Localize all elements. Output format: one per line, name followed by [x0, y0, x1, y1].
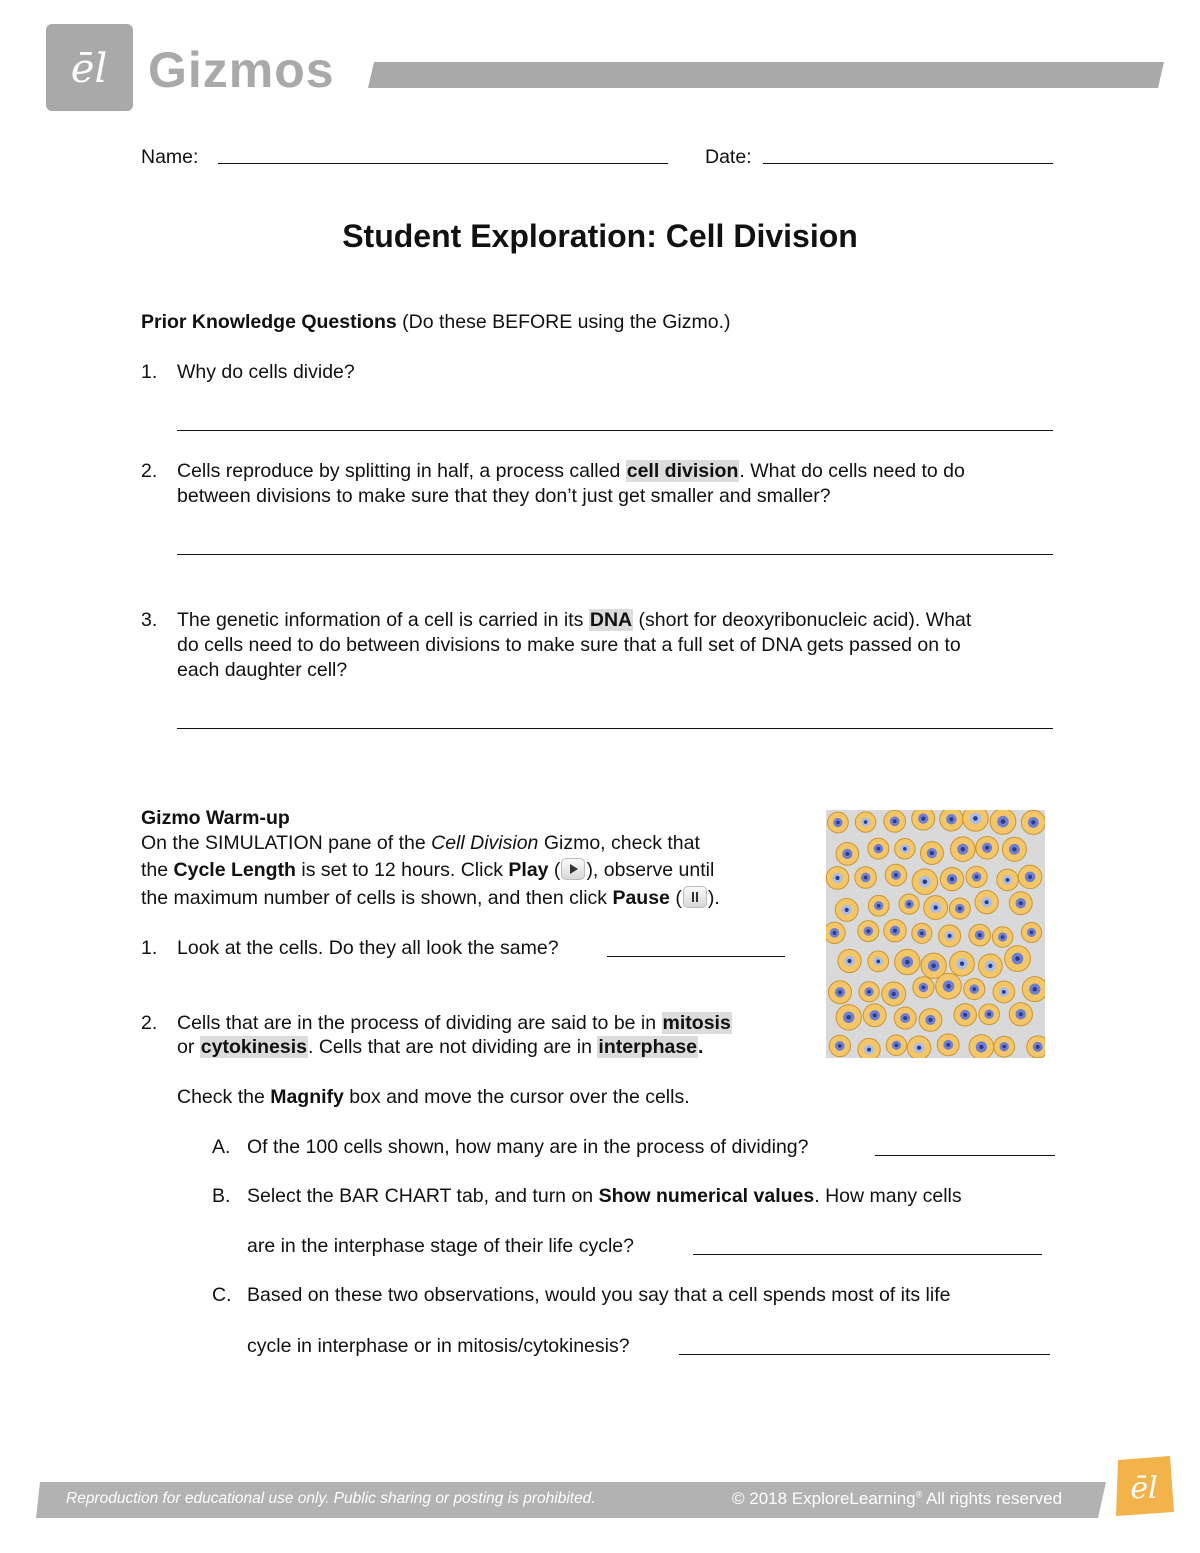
- cell: [886, 1035, 907, 1056]
- cell: [884, 810, 906, 832]
- cell: [895, 839, 915, 859]
- warmup-p3-post: ).: [707, 887, 720, 909]
- gizmos-logo: [46, 24, 133, 111]
- prior-q3-line3: each daughter cell?: [177, 659, 348, 681]
- warmup-p2-post: ), observe until: [586, 859, 715, 881]
- sub-b-line1: [247, 1184, 962, 1208]
- cell: [858, 921, 879, 942]
- sub-b-post: . How many cells: [814, 1185, 962, 1207]
- sub-c-line2: cycle in interphase or in mitosis/cytokinesis?: [247, 1335, 630, 1357]
- cell: [885, 864, 907, 886]
- warmup-p2-mid: is set to 12 hours. Click: [295, 859, 509, 881]
- warmup-q1-text: Look at the cells. Do they all look the same?: [177, 937, 559, 959]
- prior-q2-pre: Cells reproduce by splitting in half, a process called: [177, 460, 626, 482]
- cell: [924, 896, 948, 920]
- brand-name: Gizmos: [148, 42, 335, 98]
- cell: [937, 1034, 959, 1056]
- warmup-heading: Gizmo Warm-up: [141, 807, 290, 829]
- prior-q2-answer-line[interactable]: [177, 554, 1053, 555]
- warmup-q2-mid: . Cells that are not dividing are in: [308, 1036, 598, 1058]
- warmup-p2-pre: the: [141, 859, 174, 881]
- date-label: Date:: [705, 146, 752, 168]
- cell: [979, 1004, 1000, 1025]
- cell: [940, 867, 963, 890]
- warmup-line1: [141, 831, 700, 855]
- cell: [1005, 946, 1031, 972]
- cell: [913, 977, 934, 998]
- date-field[interactable]: [763, 163, 1053, 164]
- prior-heading-note: (Do these BEFORE using the Gizmo.): [396, 311, 731, 333]
- warmup-p3-pre: the maximum number of cells is shown, and then click: [141, 887, 613, 909]
- prior-q2-post: . What do cells need to do: [739, 460, 965, 482]
- cell: [993, 981, 1015, 1003]
- warmup-q2-line1: [177, 1011, 732, 1035]
- magnify-instruction: [177, 1085, 690, 1109]
- prior-q2-line2: between divisions to make sure that they don’t just get smaller and smaller?: [177, 485, 831, 507]
- cell: [1009, 1003, 1032, 1026]
- show-values-label: Show numerical values: [598, 1185, 815, 1207]
- term-dna: DNA: [589, 609, 633, 631]
- warmup-p1-pre: On the SIMULATION pane of the: [141, 832, 432, 854]
- cell: [1018, 865, 1042, 889]
- cell: [894, 1007, 916, 1029]
- prior-q1-answer-line[interactable]: [177, 430, 1053, 431]
- prior-q3-pre: The genetic information of a cell is carried in its: [177, 609, 589, 631]
- cell: [920, 842, 943, 865]
- prior-q1-number: 1.: [141, 361, 158, 383]
- cell: [884, 919, 906, 941]
- warmup-p2-open: (: [548, 859, 561, 881]
- cell: [826, 867, 849, 890]
- warmup-p3-open: (: [669, 887, 682, 909]
- prior-q3-answer-line[interactable]: [177, 728, 1053, 729]
- warmup-q1-answer-line[interactable]: [607, 956, 785, 957]
- cell: [882, 982, 906, 1006]
- sub-c-line1: Based on these two observations, would you say that a cell spends most of its life: [247, 1284, 951, 1306]
- prior-q1-text: Why do cells divide?: [177, 361, 355, 383]
- sub-a-text: Of the 100 cells shown, how many are in the process of dividing?: [247, 1136, 809, 1158]
- cell: [936, 973, 962, 999]
- warmup-q2-or: or: [177, 1036, 200, 1058]
- cell: [828, 981, 851, 1004]
- play-label: Play: [508, 859, 549, 881]
- warmup-q2-pre: Cells that are in the process of dividing are said to be in: [177, 1012, 662, 1034]
- prior-q3-line1: [177, 608, 971, 632]
- prior-q3-line2: do cells need to do between divisions to make sure that a full set of DNA gets passed on to: [177, 634, 961, 656]
- warmup-q2-end: .: [698, 1036, 704, 1058]
- warmup-q1-number: 1.: [141, 937, 158, 959]
- cell: [899, 894, 919, 914]
- cell: [969, 1035, 994, 1058]
- cell: [868, 895, 889, 916]
- prior-knowledge-heading: [141, 310, 731, 334]
- cell: [966, 866, 987, 887]
- cell: [975, 891, 998, 914]
- logo-mark-text: ēl: [70, 46, 108, 92]
- cell: [964, 979, 985, 1000]
- sub-a-answer-line[interactable]: [875, 1155, 1055, 1156]
- cell: [855, 867, 877, 889]
- term-interphase: interphase: [598, 1036, 698, 1058]
- warmup-line2: [141, 858, 714, 882]
- cell: [951, 837, 976, 862]
- page-title: Student Exploration: Cell Division: [342, 218, 858, 254]
- cell: [912, 869, 938, 895]
- magnify-post: box and move the cursor over the cells.: [343, 1086, 690, 1108]
- cell: [994, 1036, 1015, 1057]
- sub-c-answer-line[interactable]: [679, 1354, 1050, 1355]
- cell: [912, 923, 932, 943]
- cell: [1009, 892, 1032, 915]
- cell: [895, 949, 920, 974]
- cell: [976, 836, 999, 859]
- warmup-p1-post: Gizmo, check that: [538, 832, 700, 854]
- cell: [836, 1005, 861, 1030]
- cycle-length-label: Cycle Length: [173, 859, 296, 881]
- name-label: Name:: [141, 146, 199, 168]
- prior-heading-bold: Prior Knowledge Questions: [141, 311, 397, 333]
- prior-q3-number: 3.: [141, 609, 158, 631]
- cell: [1027, 1036, 1045, 1058]
- cell: [835, 899, 858, 922]
- term-mitosis: mitosis: [662, 1012, 731, 1034]
- cell: [859, 982, 879, 1002]
- sub-b-letter: B.: [212, 1185, 231, 1207]
- warmup-p1-italic: Cell Division: [431, 832, 539, 854]
- cell: [829, 1035, 850, 1056]
- cell: [826, 922, 845, 943]
- warmup-q2-line2: [177, 1035, 703, 1059]
- cell: [978, 954, 1002, 978]
- cell: [868, 951, 889, 972]
- cell: [868, 838, 889, 859]
- footer-notice: Reproduction for educational use only. Public sharing or posting is prohibited.: [66, 1490, 596, 1507]
- cell: [963, 810, 989, 831]
- cell: [863, 1004, 886, 1027]
- prior-q2-line1: [177, 459, 965, 483]
- cell: [828, 812, 849, 833]
- cell: [1021, 922, 1041, 942]
- cell: [950, 951, 975, 976]
- prior-q3-post: (short for deoxyribonucleic acid). What: [633, 609, 972, 631]
- cell: [836, 843, 859, 866]
- cell: [855, 812, 875, 832]
- cell: [907, 1036, 931, 1058]
- cell: [1022, 977, 1045, 1002]
- pause-label: Pause: [612, 887, 670, 909]
- cell: [954, 1004, 976, 1026]
- pause-icon: [683, 886, 707, 908]
- explorelearning-logo-icon: [1108, 1452, 1178, 1522]
- prior-q2-number: 2.: [141, 460, 158, 482]
- cell: [1002, 837, 1026, 861]
- magnify-label: Magnify: [270, 1086, 344, 1108]
- el-logo-icon: [46, 24, 133, 111]
- term-cytokinesis: cytokinesis: [200, 1036, 307, 1058]
- cell: [919, 1009, 942, 1032]
- cell: [940, 810, 963, 831]
- cell: [992, 927, 1012, 947]
- cell: [838, 949, 861, 972]
- sub-b-answer-line[interactable]: [693, 1254, 1042, 1255]
- cell: [858, 1038, 880, 1058]
- registered-mark: ®: [915, 1489, 923, 1500]
- sub-b-line2: are in the interphase stage of their life cycle?: [247, 1235, 634, 1257]
- cell: [949, 898, 970, 919]
- play-icon: [561, 858, 585, 880]
- cell: [912, 810, 935, 830]
- cell: [969, 924, 991, 946]
- sub-c-letter: C.: [212, 1284, 232, 1306]
- footer-copyright: [732, 1489, 1062, 1509]
- cell: [997, 869, 1019, 891]
- magnify-pre: Check the: [177, 1086, 271, 1108]
- term-cell-division: cell division: [626, 460, 739, 482]
- footer-logo-mark: ēl: [1130, 1471, 1158, 1506]
- rights-text: All rights reserved: [922, 1489, 1063, 1508]
- cell: [990, 810, 1016, 834]
- copyright-text: © 2018 ExploreLearning: [732, 1489, 916, 1508]
- warmup-q2-number: 2.: [141, 1012, 158, 1034]
- sub-b-pre: Select the BAR CHART tab, and turn on: [247, 1185, 599, 1207]
- warmup-line3: [141, 886, 720, 910]
- sub-a-letter: A.: [212, 1136, 231, 1158]
- header-bar: [368, 62, 1164, 88]
- cell-division-simulation-image: [826, 810, 1045, 1058]
- cell: [1021, 810, 1045, 834]
- cell: [939, 925, 961, 947]
- name-field[interactable]: [218, 163, 668, 164]
